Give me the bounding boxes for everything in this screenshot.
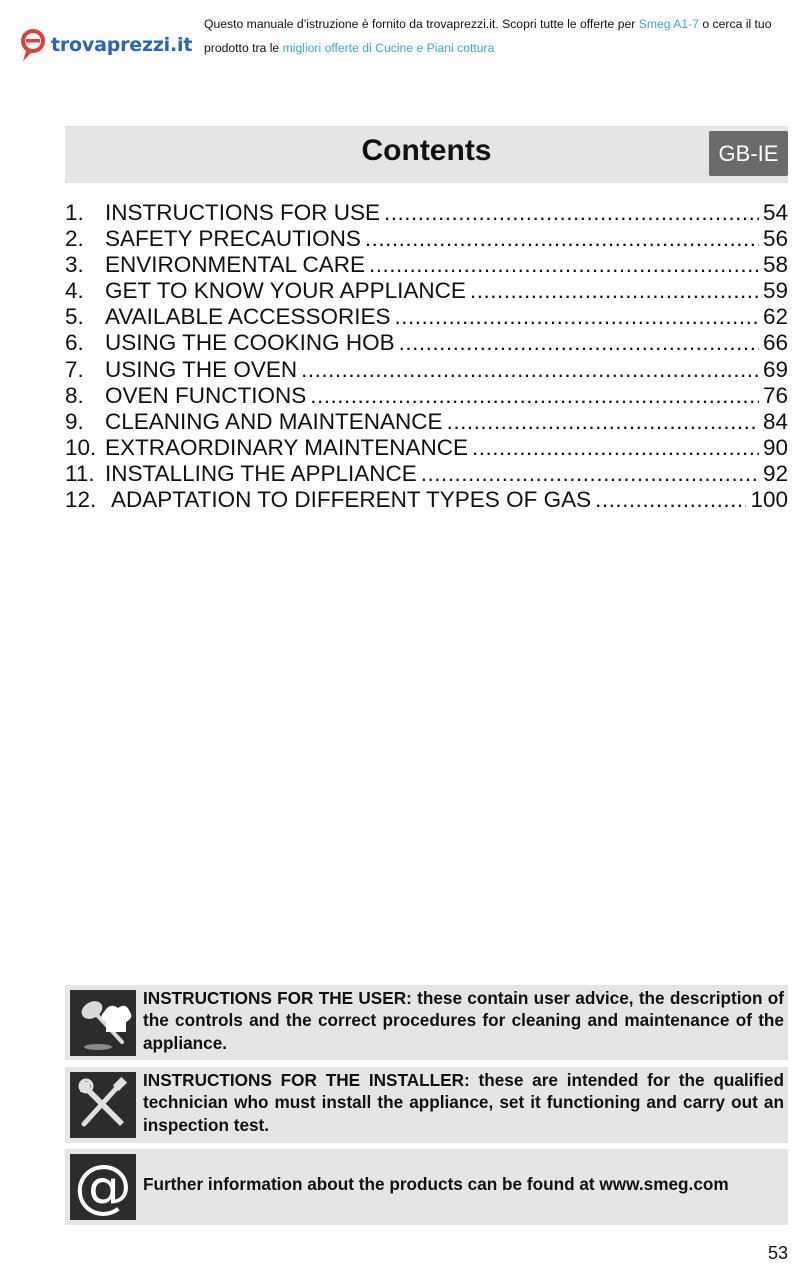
toc-number: 6. — [65, 330, 84, 356]
toc-row[interactable] — [65, 278, 788, 304]
toc-number: 5. — [65, 304, 84, 330]
toc-row[interactable] — [65, 200, 788, 226]
toc-page: 69 — [762, 356, 788, 382]
toc-page: 76 — [762, 382, 788, 408]
toc-leader — [595, 487, 746, 513]
toc-leader — [447, 409, 759, 435]
toc-number: 2. — [65, 226, 84, 252]
toc-leader — [365, 226, 759, 252]
toc-title: ENVIRONMENTAL CARE — [105, 252, 366, 278]
toc-leader — [399, 330, 759, 356]
toc-page: 84 — [762, 408, 788, 434]
trovaprezzi-logo[interactable] — [20, 28, 192, 62]
toc-page: 90 — [762, 434, 788, 460]
toc-title: SAFETY PRECAUTIONS — [105, 226, 361, 252]
at-sign-icon — [70, 1154, 136, 1220]
web-info-box — [65, 1149, 788, 1225]
toc-number: 12. — [65, 487, 97, 513]
toc-leader — [369, 252, 759, 278]
toc-title: OVEN FUNCTIONS — [105, 382, 307, 408]
category-link[interactable]: migliori offerte di Cucine e Piani cottura — [282, 41, 495, 55]
tools-icon — [70, 1072, 136, 1138]
toc-row[interactable] — [65, 357, 788, 383]
source-note — [204, 12, 794, 60]
contents-header — [65, 126, 788, 183]
page-number: 53 — [767, 1243, 788, 1263]
toc-row[interactable] — [65, 330, 788, 356]
svg-text:@: @ — [74, 1154, 132, 1220]
toc-row[interactable] — [65, 409, 788, 435]
toc-row[interactable] — [65, 226, 788, 252]
toc-title: INSTALLING THE APPLIANCE — [105, 460, 417, 486]
toc-row[interactable] — [65, 304, 788, 330]
toc-leader — [301, 357, 759, 383]
user-info-box — [65, 985, 788, 1060]
toc-title: AVAILABLE ACCESSORIES — [105, 304, 391, 330]
toc-page: 54 — [762, 200, 788, 225]
toc-number: 1. — [65, 200, 84, 225]
toc-row[interactable] — [65, 383, 788, 409]
toc-leader — [384, 200, 759, 226]
toc-number: 11. — [65, 460, 95, 486]
toc-row[interactable] — [65, 435, 788, 461]
toc-number: 7. — [65, 356, 84, 382]
toc-number: 10. — [65, 434, 97, 460]
installer-info-box — [65, 1067, 788, 1143]
toc-page: 100 — [750, 487, 788, 513]
toc-leader — [470, 278, 759, 304]
logo-text: trovaprezzi.it — [51, 34, 193, 56]
web-info-text: Further information about the products can be found at www.smeg.com — [143, 1174, 729, 1194]
toc-title: CLEANING AND MAINTENANCE — [105, 408, 443, 434]
product-link[interactable]: Smeg A1-7 — [638, 17, 699, 31]
toc-page: 59 — [762, 278, 788, 304]
toc-title: EXTRAORDINARY MAINTENANCE — [105, 434, 468, 460]
toc-number: 8. — [65, 382, 84, 408]
toc-leader — [310, 383, 759, 409]
toc-leader — [395, 304, 759, 330]
toc-title: USING THE OVEN — [105, 356, 298, 382]
toc-title: GET TO KNOW YOUR APPLIANCE — [105, 278, 466, 304]
toc-leader — [421, 461, 759, 487]
toc-row[interactable] — [65, 461, 788, 487]
toc-number: 3. — [65, 252, 84, 278]
logo-mark-icon — [20, 28, 46, 62]
language-badge: GB-IE — [709, 131, 788, 176]
toc-page: 92 — [762, 460, 788, 486]
toc-page: 58 — [762, 252, 788, 278]
user-info-text: INSTRUCTIONS FOR THE USER: these contain user advice, the description of the controls and the correct procedures for cleaning and maintenance of the appliance. — [143, 988, 784, 1053]
toc-title: USING THE COOKING HOB — [105, 330, 395, 356]
toc-number: 4. — [65, 278, 84, 304]
chef-spoon-icon — [70, 990, 136, 1056]
toc-page: 62 — [762, 304, 788, 330]
source-note-text-1: Questo manuale d’istruzione è fornito da trovaprezzi.it. Scopri tutte le offerte per — [204, 17, 639, 31]
table-of-contents — [65, 200, 788, 513]
toc-title: ADAPTATION TO DIFFERENT TYPES OF GAS — [111, 487, 592, 513]
toc-page: 66 — [762, 330, 788, 356]
installer-info-text: INSTRUCTIONS FOR THE INSTALLER: these are intended for the qualified technician who must install the appliance, set it functioning and carry out an inspection test. — [143, 1070, 784, 1135]
source-note-text-2: o cerca il tuo prodotto tra le — [204, 17, 772, 55]
page-title: Contents — [361, 134, 492, 167]
toc-row[interactable] — [65, 252, 788, 278]
toc-leader — [472, 435, 759, 461]
toc-page: 56 — [762, 226, 788, 252]
toc-title: INSTRUCTIONS FOR USE — [105, 200, 381, 225]
toc-number: 9. — [65, 408, 84, 434]
toc-row[interactable] — [65, 487, 788, 513]
